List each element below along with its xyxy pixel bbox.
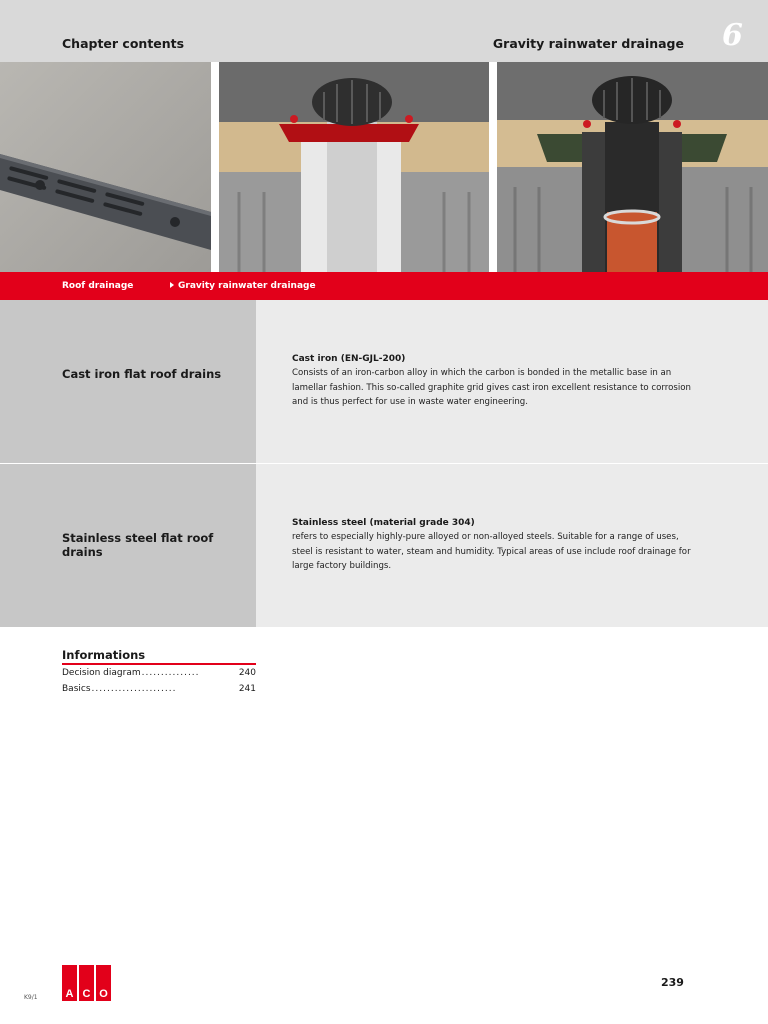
logo-block xyxy=(96,965,111,1001)
document-code: K9/1 xyxy=(24,994,38,1001)
cast-iron-description: Consists of an iron-carbon alloy in which the carbon is bonded in the metallic base in an lamellar fashion. This so-called graphite grid gives cast iron excellent resistance to corrosion and is thus perfect for use in waste water engineering. xyxy=(292,368,691,407)
section-left-panel xyxy=(0,300,256,463)
stainless-steel-title[interactable]: Stainless steel flat roof drains xyxy=(62,531,214,559)
logo-block xyxy=(79,965,94,1001)
cast-iron-subheading: Cast iron (EN-GJL-200) xyxy=(292,354,406,364)
logo-letter: A xyxy=(65,988,74,1000)
info-link-decision-diagram[interactable] xyxy=(62,668,256,678)
stainless-steel-subheading: Stainless steel (material grade 304) xyxy=(292,518,475,528)
aco-logo xyxy=(62,965,111,1001)
breadcrumb-label: Gravity rainwater drainage xyxy=(178,281,316,291)
channel-grating-photo xyxy=(0,62,211,272)
stainless-steel-section xyxy=(0,464,768,627)
breadcrumb-item-gravity-drainage[interactable] xyxy=(170,281,316,291)
stainless-steel-description: refers to especially highly-pure alloyed or non-alloyed steels. Suitable for a range of uses, steel is resistant to water, steam and humidity. Typical areas of use include roof drainage for large factory buildings. xyxy=(292,532,691,571)
breadcrumb xyxy=(0,272,768,300)
arrow-right-icon xyxy=(170,282,174,288)
informations-rule xyxy=(62,663,256,665)
cast-iron-section xyxy=(0,300,768,463)
section-left-panel xyxy=(0,464,256,627)
logo-block xyxy=(62,965,77,1001)
page-header xyxy=(0,0,768,62)
chapter-number: 6 xyxy=(722,18,743,53)
cast-iron-roof-drain-photo xyxy=(497,62,768,272)
logo-letter: C xyxy=(82,988,91,1000)
info-page: 240 xyxy=(238,668,256,678)
info-label: Decision diagram xyxy=(62,668,141,678)
informations-title: Informations xyxy=(62,648,146,662)
info-page: 241 xyxy=(238,684,256,694)
stainless-roof-drain-photo xyxy=(219,62,489,272)
section-title: Gravity rainwater drainage xyxy=(492,36,684,51)
logo-letter: O xyxy=(99,988,108,1000)
breadcrumb-item-roof-drainage[interactable]: Roof drainage xyxy=(62,281,134,291)
leader-dots: ............... xyxy=(141,668,200,678)
leader-dots: ...................... xyxy=(91,684,177,694)
page-number: 239 xyxy=(661,976,684,989)
photo-strip xyxy=(0,62,768,272)
chapter-contents-title: Chapter contents xyxy=(62,36,185,51)
info-label: Basics xyxy=(62,684,91,694)
cast-iron-title[interactable]: Cast iron flat roof drains xyxy=(62,367,222,381)
info-link-basics[interactable] xyxy=(62,684,256,694)
